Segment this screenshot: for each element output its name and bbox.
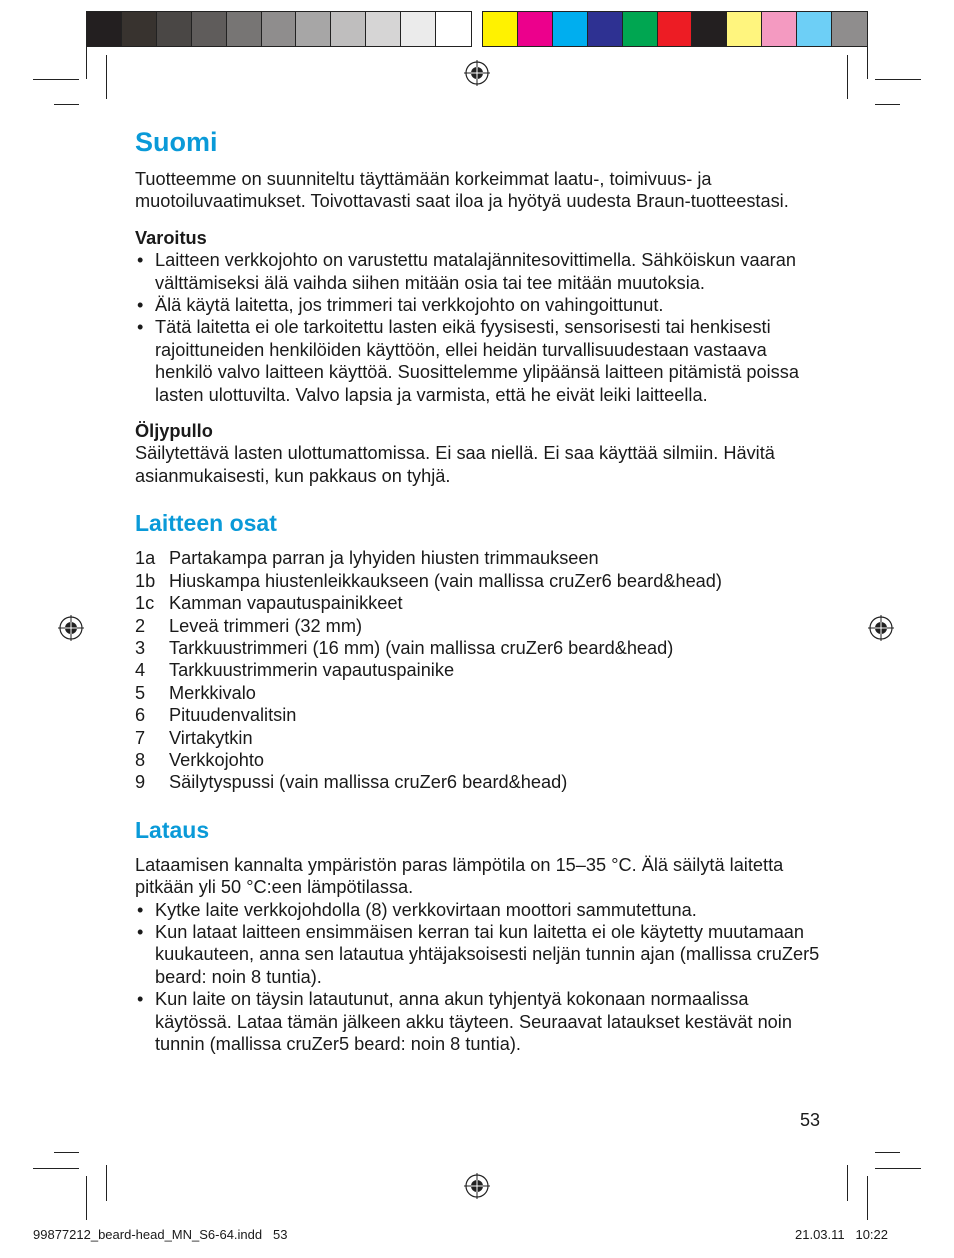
list-item: • Kytke laite verkkojohdolla (8) verkkovirtaan moottori sammutettuna. (135, 899, 825, 921)
color-swatch (157, 12, 192, 46)
footer-file-info: 99877212_beard-head_MN_S6-64.indd 53 (33, 1227, 288, 1242)
part-label: Hiuskampa hiustenleikkaukseen (vain mallissa cruZer6 beard&head) (169, 570, 722, 591)
grayscale-color-bar (86, 11, 472, 47)
color-swatch (262, 12, 297, 46)
crop-mark (86, 35, 87, 79)
page-content (135, 125, 825, 1055)
process-color-bar (482, 11, 868, 47)
crop-mark (875, 79, 921, 80)
part-label: Virtakytkin (169, 727, 253, 748)
list-item: • Älä käytä laitetta, jos trimmeri tai verkkojohto on vahingoittunut. (135, 294, 825, 316)
color-swatch (553, 12, 588, 46)
part-label: Pituudenvalitsin (169, 705, 297, 726)
color-swatch (832, 12, 867, 46)
oil-bottle-heading: Öljypullo (135, 421, 213, 442)
part-number: 1b (135, 570, 156, 591)
color-swatch (366, 12, 401, 46)
crop-mark (54, 1152, 79, 1153)
part-number: 5 (135, 682, 146, 703)
part-item (135, 570, 825, 592)
part-number: 1c (135, 593, 155, 614)
color-swatch (436, 12, 471, 46)
color-swatch (658, 12, 693, 46)
part-number: 3 (135, 637, 146, 658)
part-number: 7 (135, 727, 146, 748)
color-swatch (192, 12, 227, 46)
list-item: • Kun lataat laitteen ensimmäisen kerran tai kun laitetta ei ole käytetty muutamaan kuukauteen, anna sen latautua yhtäjaksoisesti neljän tunnin ajan (mallissa cruZer5 beard: noin 8 tuntia). (135, 921, 825, 988)
part-label: Kamman vapautuspainikkeet (169, 593, 403, 614)
charging-intro: Lataamisen kannalta ympäristön paras lämpötila on 15–35 °C. Älä säilytä laitetta pitkään yli 50 °C:een lämpötilassa. (135, 854, 784, 898)
crop-mark (33, 1168, 79, 1169)
color-swatch (518, 12, 553, 46)
registration-mark-icon (868, 615, 894, 641)
charging-list (135, 899, 825, 1056)
color-swatch (692, 12, 727, 46)
list-item: • Tätä laitetta ei ole tarkoitettu lasten eikä fyysisesti, sensorisesti tai henkisesti rajoittuneiden henkilöiden käyttöön, ellei heidän turvallisuudestaan vastaava henkilö valvo laitteen käyttöä. Suosittelemme ylipäänsä laitteen pitämistä poissa lasten ulottuvilta. Valvo lapsia ja varmista, että he eivät leiki laitteella. (135, 316, 825, 406)
crop-mark (875, 1168, 921, 1169)
color-swatch (483, 12, 518, 46)
part-item (135, 749, 825, 771)
crop-mark (54, 104, 79, 105)
color-swatch (122, 12, 157, 46)
registration-mark-icon (464, 60, 490, 86)
warning-list (135, 249, 825, 406)
part-item (135, 771, 825, 793)
part-label: Leveä trimmeri (32 mm) (169, 615, 363, 636)
footer-timestamp: 21.03.11 10:22 (795, 1227, 889, 1242)
crop-mark (86, 1176, 87, 1220)
part-number: 6 (135, 705, 146, 726)
intro-paragraph: Tuotteemme on suunniteltu täyttämään korkeimmat laatu-, toimivuus- ja muotoiluvaatimukset. Toivottavasti saat iloa ja hyötyä uudesta Braun-tuotteestasi. (135, 169, 789, 212)
crop-mark (875, 1152, 900, 1153)
part-item (135, 592, 825, 614)
part-item (135, 547, 825, 569)
part-label: Tarkkuustrimmerin vapautuspainike (169, 660, 455, 681)
part-label: Merkkivalo (169, 682, 256, 703)
part-number: 8 (135, 749, 146, 770)
part-number: 9 (135, 772, 146, 793)
page-number: 53 (799, 1110, 820, 1130)
color-swatch (588, 12, 623, 46)
part-item (135, 615, 825, 637)
crop-mark (847, 55, 848, 99)
crop-mark (106, 55, 107, 99)
part-item (135, 727, 825, 749)
part-number: 2 (135, 615, 146, 636)
section-title-parts: Laitteen osat (135, 510, 277, 537)
parts-list (135, 547, 825, 793)
color-swatch (401, 12, 436, 46)
registration-mark-icon (58, 615, 84, 641)
part-item (135, 659, 825, 681)
warning-heading: Varoitus (135, 227, 207, 248)
part-label: Partakampa parran ja lyhyiden hiusten trimmaukseen (169, 548, 599, 569)
color-swatch (797, 12, 832, 46)
list-item: • Kun laite on täysin latautunut, anna akun tyhjentyä kokonaan normaalissa käytössä. Lataa tämän jälkeen akku täyteen. Seuraavat lataukset kestävät noin tunnin (mallissa cruZer5 beard: noin 8 tuntia). (135, 988, 825, 1055)
part-number: 1a (135, 548, 156, 569)
color-swatch (331, 12, 366, 46)
color-swatch (727, 12, 762, 46)
color-swatch (227, 12, 262, 46)
section-title-charging: Lataus (135, 816, 210, 843)
part-label: Tarkkuustrimmeri (16 mm) (vain mallissa cruZer6 beard&head) (169, 637, 674, 658)
color-swatch (87, 12, 122, 46)
color-swatch (762, 12, 797, 46)
crop-mark (847, 1165, 848, 1201)
part-number: 4 (135, 660, 146, 681)
crop-mark (106, 1165, 107, 1201)
crop-mark (33, 79, 79, 80)
section-title-suomi: Suomi (135, 127, 218, 157)
part-item (135, 637, 825, 659)
part-label: Verkkojohto (169, 749, 265, 770)
part-label: Säilytyspussi (vain mallissa cruZer6 beard&head) (169, 772, 568, 793)
list-item: • Laitteen verkkojohto on varustettu matalajännitesovittimella. Sähköiskun vaaran välttämiseksi älä vaihda siihen mitään osia tai tee mitään muutoksia. (135, 249, 825, 294)
crop-mark (867, 1176, 868, 1220)
part-item (135, 704, 825, 726)
color-swatch (296, 12, 331, 46)
color-swatch (623, 12, 658, 46)
part-item (135, 682, 825, 704)
registration-mark-icon (464, 1173, 490, 1199)
crop-mark (875, 104, 900, 105)
oil-bottle-text: Säilytettävä lasten ulottumattomissa. Ei saa niellä. Ei saa käyttää silmiin. Hävitä asianmukaisesti, kun pakkaus on tyhjä. (135, 443, 775, 486)
crop-mark (867, 35, 868, 79)
